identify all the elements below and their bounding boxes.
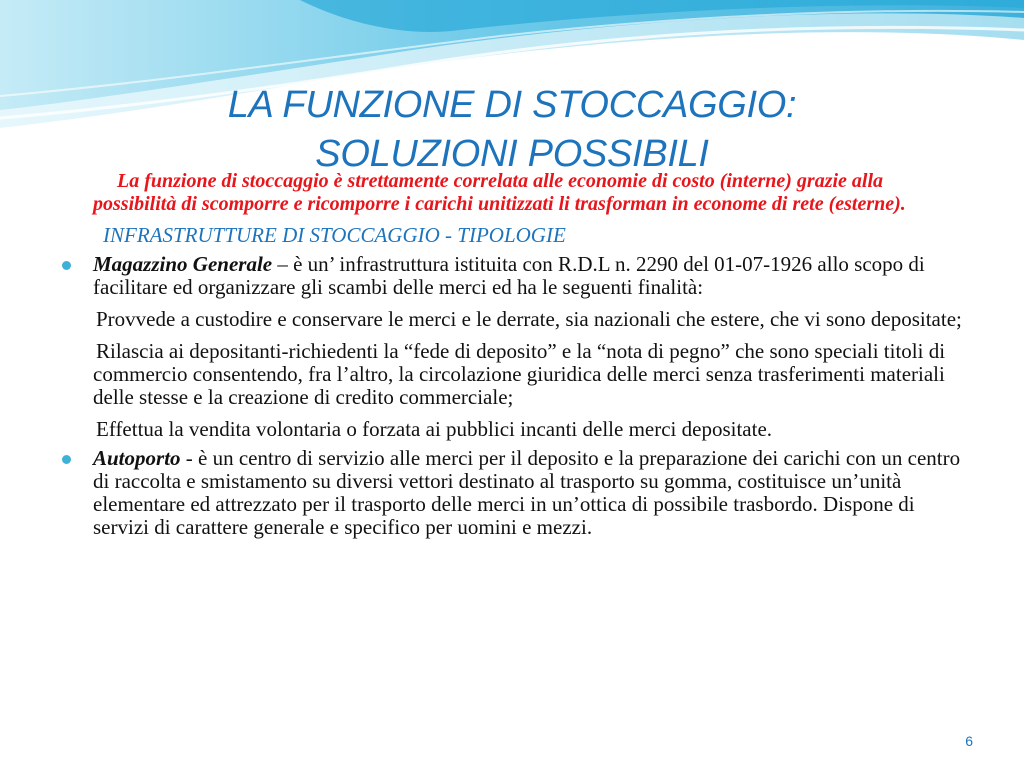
bullet-dot-icon [62,455,71,464]
bullet-magazzino-generale [60,253,965,299]
term-autoporto: Autoporto [93,446,181,470]
term-magazzino-generale: Magazzino Generale [93,252,273,276]
magazzino-finalita-2: Rilascia ai depositanti-richiedenti la “fede di deposito” e la “nota di pegno” che sono speciali titoli di commercio consentendo, fra l’altro, la circolazione giuridica delle merci senza trasferimenti materiali delle stesse e la creazione di credito commerciale; [93,339,946,409]
intro-paragraph: La funzione di stoccaggio è strettamente correlata alle economie di costo (interne) grazie alla possibilità di scomporre e ricomporre i carichi unitizzati li trasforman in econome di rete (esterne). [93,170,906,215]
title-line-2: SOLUZIONI POSSIBILI [315,133,709,176]
magazzino-description: – è un’ infrastruttura istituita con R.D.L n. 2290 del 01-07-1926 allo scopo di facilitare ed organizzare gli scambi delle merci ed ha le seguenti finalità: [93,252,925,299]
slide-title [0,81,1024,179]
section-subheading: INFRASTRUTTURE DI STOCCAGGIO - TIPOLOGIE [103,223,566,247]
slide-body [60,170,965,539]
magazzino-finalita-1: Provvede a custodire e conservare le merci e le derrate, sia nazionali che estere, che vi sono depositate; [96,307,962,331]
title-line-1: LA FUNZIONE DI STOCCAGGIO: [227,84,797,127]
autoporto-description: - è un centro di servizio alle merci per il deposito e la preparazione dei carichi con un centro di raccolta e smistamento su diversi vettori destinato al trasporto su gomma, costituisce un’unità elementare ed attrezzato per il trasporto delle merci in un’ottica di possibile trasbordo. Dispone di servizi di carattere generale e specifico per uomini e mezzi. [93,446,961,539]
magazzino-finalita-3: Effettua la vendita volontaria o forzata ai pubblici incanti delle merci depositate. [96,417,773,441]
page-number: 6 [965,733,973,749]
bullet-autoporto [60,447,965,539]
bullet-dot-icon [62,261,71,270]
